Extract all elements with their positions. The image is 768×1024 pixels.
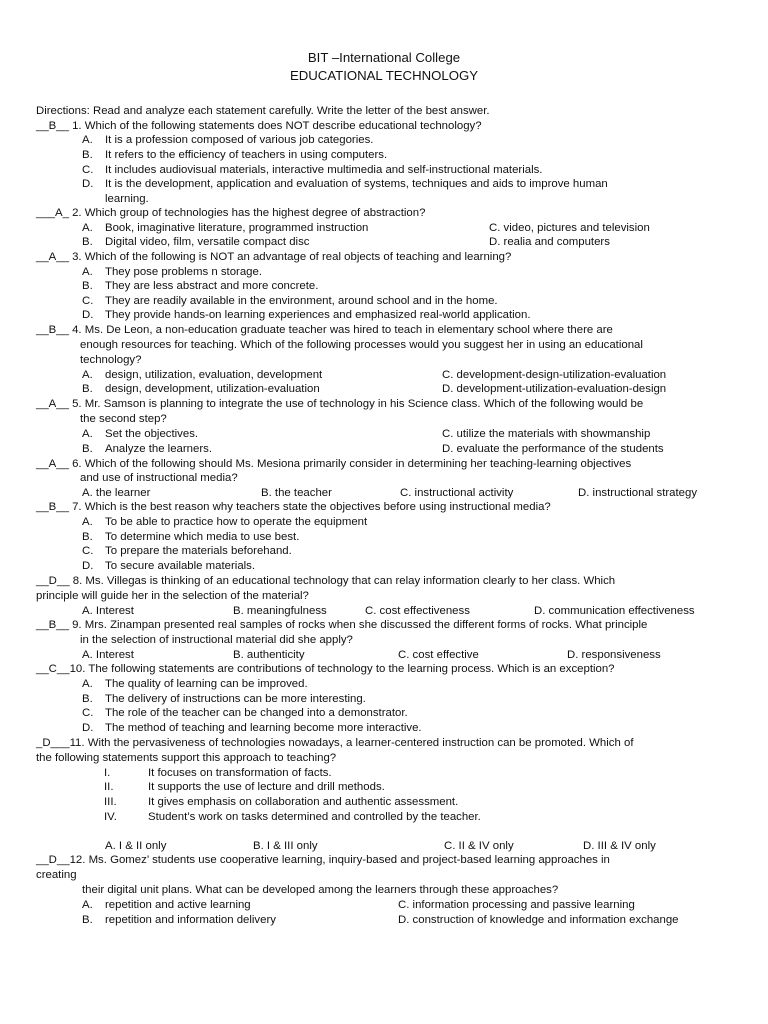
question-11-stem: the following statements support this approach to teaching? [36,752,337,764]
choice-text: Digital video, film, versatile compact disc [105,236,310,248]
choice-letter: A. [82,134,93,146]
choice-letter: B. [82,236,93,248]
question-12-stem: __D__12. Ms. Gomez’ students use cooperative learning, inquiry-based and project-based learning approaches in [36,854,610,866]
choice-letter: A. [82,678,93,690]
question-4-stem: technology? [80,354,142,366]
choice-text: To determine which media to use best. [105,531,300,543]
question-6-stem: __A__ 6. Which of the following should Ms. Mesiona primarily consider in determining her teaching-learning objectives [36,458,632,470]
choice-text: It is the development, application and evaluation of systems, techniques and aids to improve human [105,178,608,190]
choice-letter: D. [82,560,94,572]
question-12-stem: creating [36,869,77,881]
inline-choice: B. meaningfulness [233,605,327,617]
choice-text: design, utilization, evaluation, development [105,369,323,381]
college-name: BIT –International College [307,50,461,65]
choice-letter: C. [82,545,94,557]
inline-choice: D. communication effectiveness [534,605,695,617]
choice-text: Set the objectives. [105,428,199,440]
question-12-stem: their digital unit plans. What can be developed among the learners through these approaches? [82,884,559,896]
choice-text: Book, imaginative literature, programmed instruction [105,222,369,234]
question-1-stem: __B__ 1. Which of the following statements does NOT describe educational technology? [36,120,482,132]
roman-statement: Student’s work on tasks determined and controlled by the teacher. [148,811,481,823]
choice-text: They pose problems n storage. [105,266,263,278]
question-5-stem: __A__ 5. Mr. Samson is planning to integrate the use of technology in his Science class. Which of the following would be [36,398,644,410]
question-10-stem: __C__10. The following statements are contributions of technology to the learning process. Which is an exception? [36,663,615,675]
choice-text: To be able to practice how to operate the equipment [105,516,368,528]
question-2-stem: ___A_ 2. Which group of technologies has the highest degree of abstraction? [36,207,426,219]
choice-letter: B. [82,693,93,705]
choice-letter: D. [82,309,94,321]
choice-letter: A. [82,428,93,440]
inline-choice: A. Interest [82,649,134,661]
choice-letter: C. [82,164,94,176]
choice-text: The role of the teacher can be changed into a demonstrator. [105,707,408,719]
question-6-stem: and use of instructional media? [80,472,238,484]
question-9-stem: in the selection of instructional material did she apply? [80,634,353,646]
choice-text: repetition and active learning [105,899,251,911]
choice-text: It includes audiovisual materials, interactive multimedia and self-instructional materials. [105,164,543,176]
choice-right-column: D. development-utilization-evaluation-design [442,383,667,395]
question-3-stem: __A__ 3. Which of the following is NOT an advantage of real objects of teaching and learning? [36,251,512,263]
choice-right-column: D. realia and computers [489,236,610,248]
inline-choice: D. responsiveness [567,649,661,661]
roman-statement: It gives emphasis on collaboration and authentic assessment. [148,796,459,808]
roman-numeral: II. [104,781,114,793]
choice-letter: A. [82,222,93,234]
question-5-stem: the second step? [80,413,167,425]
choice-right-column: C. video, pictures and television [489,222,650,234]
question-8-stem: principle will guide her in the selection of the material? [36,590,309,602]
choice-text: The method of teaching and learning become more interactive. [105,722,422,734]
choice-letter: D. [82,722,94,734]
inline-choice: B. the teacher [261,487,332,499]
choice-right-column: C. information processing and passive learning [398,899,635,911]
inline-choice: A. I & II only [105,840,167,852]
inline-choice: C. cost effective [398,649,479,661]
question-7-stem: __B__ 7. Which is the best reason why teachers state the objectives before using instructional media? [36,501,551,513]
choice-text: design, development, utilization-evaluation [105,383,320,395]
inline-choice: C. II & IV only [444,840,514,852]
roman-statement: It supports the use of lecture and drill methods. [148,781,385,793]
choice-letter: A. [82,516,93,528]
inline-choice: D. instructional strategy [578,487,698,499]
question-11-stem: _D___11. With the pervasiveness of technologies nowadays, a learner-centered instruction can be promoted. Which of [36,737,634,749]
inline-choice: B. I & III only [253,840,318,852]
choice-text: It refers to the efficiency of teachers in using computers. [105,149,388,161]
question-9-stem: __B__ 9. Mrs. Zinampan presented real samples of rocks when she discussed the different forms of rocks. What principle [36,619,648,631]
roman-numeral: I. [104,767,111,779]
question-8-stem: __D__ 8. Ms. Villegas is thinking of an educational technology that can relay information clearly to her class. Which [36,575,616,587]
question-4-stem: enough resources for teaching. Which of the following processes would you suggest her in using an educational [80,339,643,351]
choice-letter: B. [82,914,93,926]
choice-letter: B. [82,383,93,395]
question-4-stem: __B__ 4. Ms. De Leon, a non-education graduate teacher was hired to teach in elementary school where there are [36,324,613,336]
choice-text: To secure available materials. [105,560,256,572]
choice-text: They are less abstract and more concrete. [105,280,319,292]
choice-letter: B. [82,149,93,161]
choice-text: They are readily available in the environment, around school and in the home. [105,295,498,307]
choice-letter: D. [82,178,94,190]
choice-letter: A. [82,266,93,278]
choice-letter: A. [82,369,93,381]
choice-right-column: C. development-design-utilization-evaluation [442,369,667,381]
roman-statement: It focuses on transformation of facts. [148,767,332,779]
roman-numeral: IV. [104,811,117,823]
inline-choice: D. III & IV only [583,840,656,852]
exam-title: EDUCATIONAL TECHNOLOGY [289,68,479,83]
choice-letter: B. [82,443,93,455]
roman-numeral: III. [104,796,117,808]
choice-letter: C. [82,707,94,719]
choice-letter: B. [82,280,93,292]
choice-right-column: D. construction of knowledge and information exchange [398,914,679,926]
choice-text: To prepare the materials beforehand. [105,545,292,557]
inline-choice: A. the learner [82,487,151,499]
choice-text: The delivery of instructions can be more interesting. [105,693,366,705]
choice-text: The quality of learning can be improved. [105,678,308,690]
choice-text-continued: learning. [105,193,149,205]
inline-choice: C. cost effectiveness [365,605,470,617]
choice-letter: C. [82,295,94,307]
choice-text: They provide hands-on learning experiences and emphasized real-world application. [105,309,531,321]
choice-text: Analyze the learners. [105,443,213,455]
choice-letter: A. [82,899,93,911]
directions: Directions: Read and analyze each statement carefully. Write the letter of the best answer. [36,105,490,117]
inline-choice: A. Interest [82,605,134,617]
choice-right-column: C. utilize the materials with showmanship [442,428,651,440]
choice-text: repetition and information delivery [105,914,276,926]
inline-choice: C. instructional activity [400,487,514,499]
choice-right-column: D. evaluate the performance of the students [442,443,664,455]
inline-choice: B. authenticity [233,649,305,661]
choice-letter: B. [82,531,93,543]
choice-text: It is a profession composed of various job categories. [105,134,374,146]
